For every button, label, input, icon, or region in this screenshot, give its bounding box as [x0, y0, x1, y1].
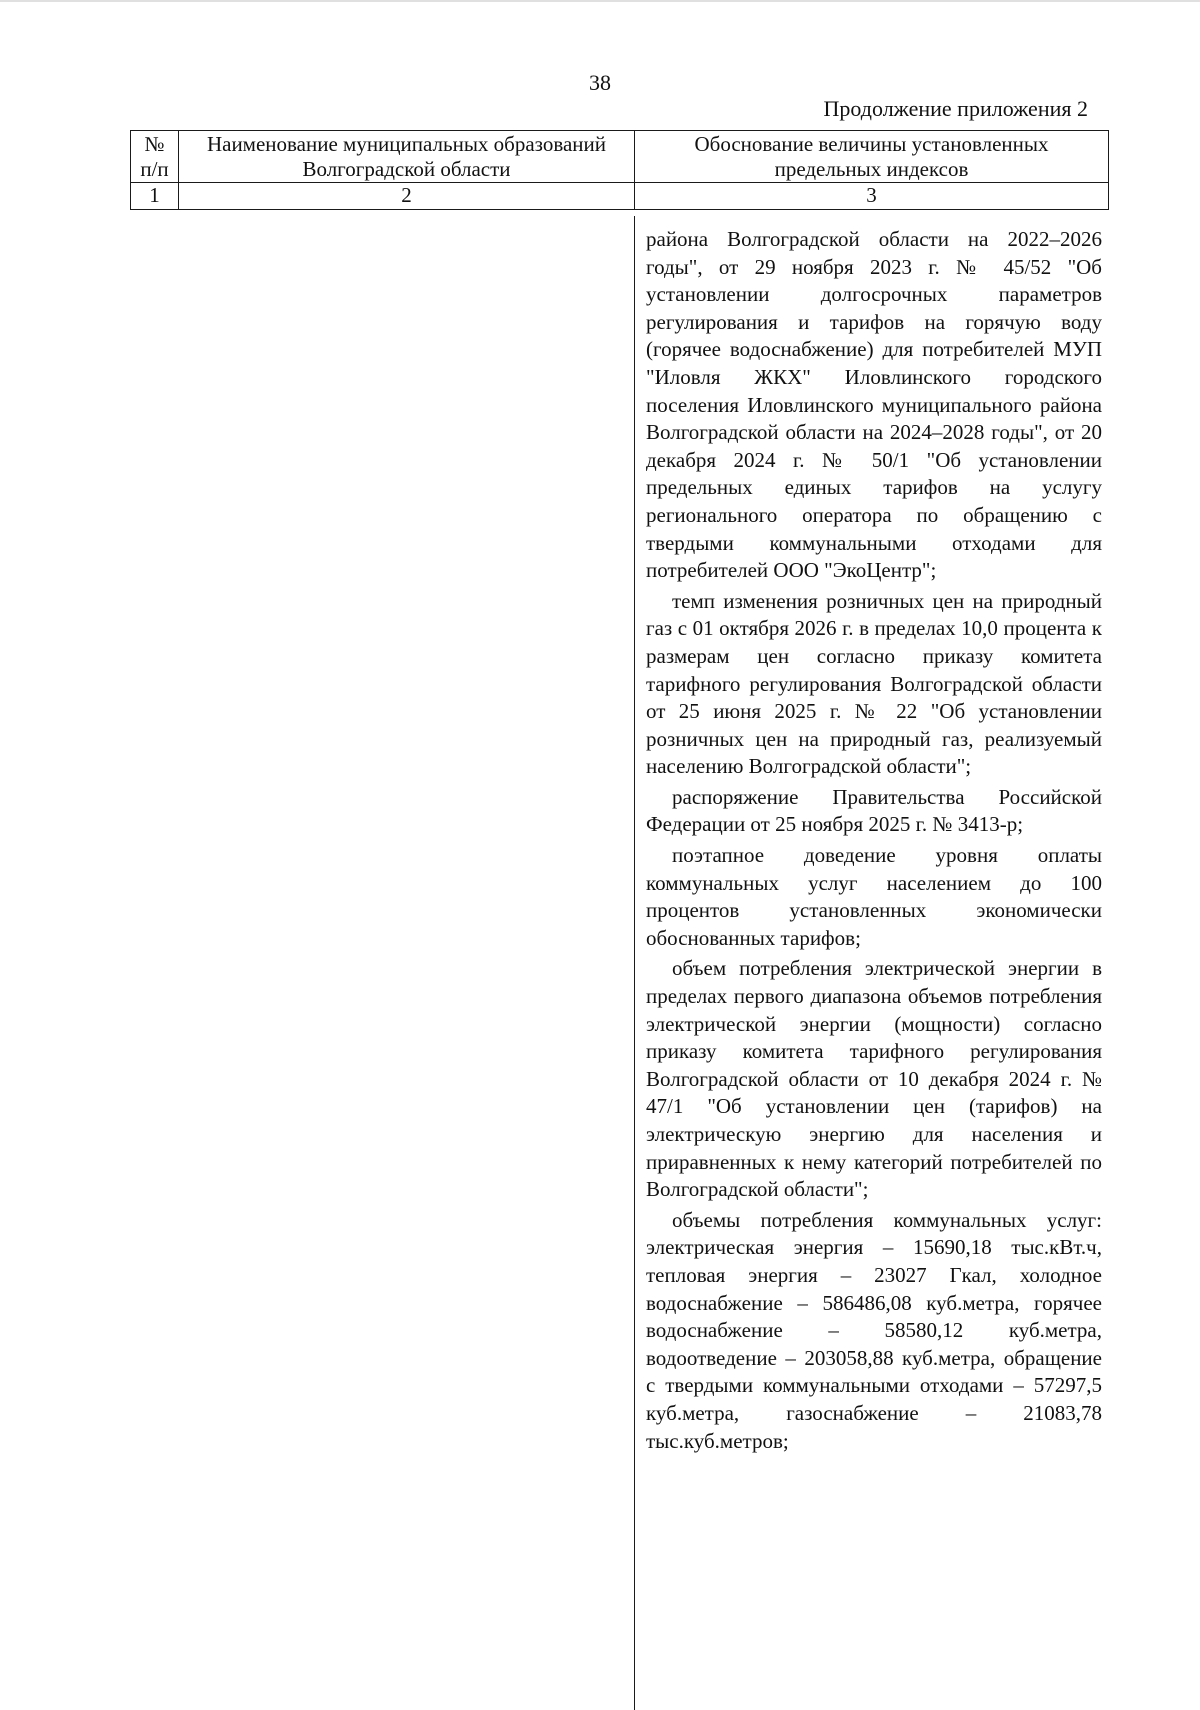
paragraph-payment-level: поэтапное доведение уровня оплаты коммунальных услуг населением до 100 процентов установленных экономически обоснованных тарифов;: [646, 843, 1102, 950]
paragraph-gas-prices: темп изменения розничных цен на природный газ с 01 октября 2026 г. в пределах 10,0 процента к размерам цен согласно приказу комитета тарифного регулирования Волгоградской области от 25 июня 2025 г. № 22 "Об установлении розничных цен на природный газ, реализуемый населению Волгоградской области";: [646, 588, 1102, 779]
column-number-2: 2: [179, 183, 635, 210]
justification-text: [646, 226, 1102, 1458]
page-number: 38: [589, 70, 611, 95]
paragraph-prior-orders: района Волгоградской области на 2022–2026 годы", от 29 ноября 2023 г. № 45/52 "Об установлении долгосрочных параметров регулирования и тарифов на горячую воду (горячее водоснабжение) для потребителей МУП "Иловля ЖКХ" Иловлинского городского поселения Иловлинского муниципального района Волгоградской области на 2024–2028 годы", от 20 декабря 2024 г. № 50/1 "Об установлении предельных единых тарифов на услугу регионального оператора по обращению с твердыми коммунальными отходами для потребителей ООО "ЭкоЦентр";: [646, 227, 1102, 583]
header-justification-col: Обоснование величины установленных предельных индексов: [635, 131, 1109, 183]
appendix-table: [130, 130, 1109, 210]
table-header-row: [131, 131, 1109, 183]
paragraph-electricity-volume: объем потребления электрической энергии в пределах первого диапазона объемов потребления электрической энергии (мощности) согласно приказу комитета тарифного регулирования Волгоградской области от 10 декабря 2024 г. № 47/1 "Об установлении цен (тарифов) на электрическую энергию для населения и приравненных к нему категорий потребителей по Волгоградской области";: [646, 956, 1102, 1202]
paragraph-consumption-volumes: объемы потребления коммунальных услуг: электрическая энергия – 15690,18 тыс.кВт.ч, тепловая энергия – 23027 Гкал, холодное водоснабжение – 586486,08 куб.метра, горячее водоснабжение – 58580,12 куб.метра, водоотведение – 203058,88 куб.метра, обращение с твердыми коммунальными отходами – 57297,5 куб.метра, газоснабжение – 21083,78 тыс.куб.метров;: [646, 1207, 1102, 1453]
paragraph-government-order: распоряжение Правительства Российской Федерации от 25 ноября 2025 г. № 3413-р;: [646, 784, 1102, 837]
column-number-row: [131, 183, 1109, 210]
header-number-col: № п/п: [131, 131, 179, 183]
continuation-label: Продолжение приложения 2: [823, 96, 1088, 121]
column-divider: [634, 216, 635, 1710]
scan-edge: [0, 0, 1200, 2]
header-municipality-col: Наименование муниципальных образований Волгоградской области: [179, 131, 635, 183]
column-number-1: 1: [131, 183, 179, 210]
column-number-3: 3: [635, 183, 1109, 210]
